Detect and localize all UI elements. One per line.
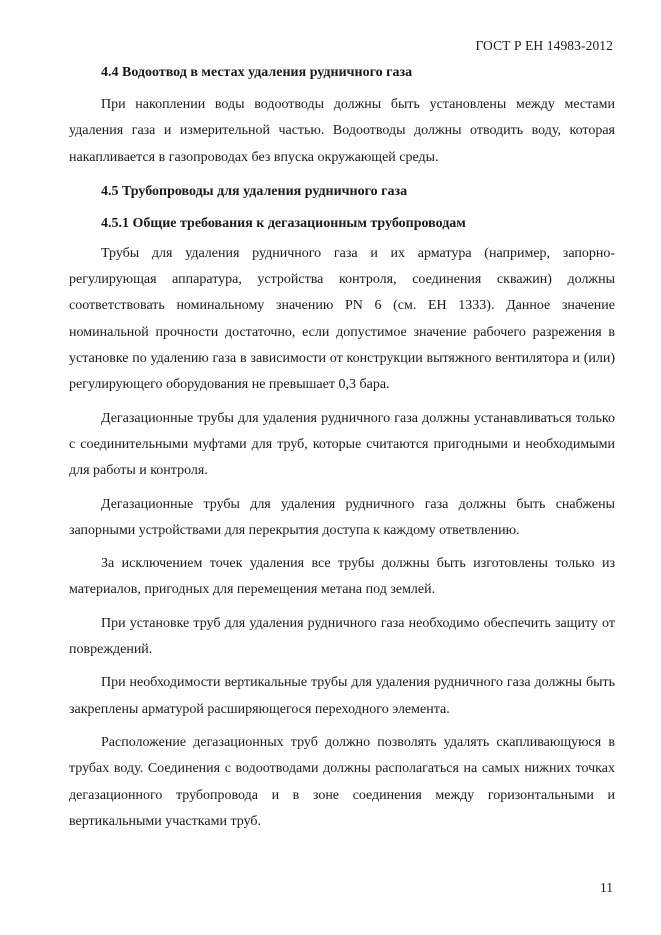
section-heading-4-4: 4.4 Водоотвод в местах удаления рудничного газа xyxy=(101,65,413,80)
page-content xyxy=(69,64,615,835)
paragraph-vertical-pipes: При необходимости вертикальные трубы для удаления рудничного газа должны быть закреплены арматурой расширяющегося переходного элемента. xyxy=(69,675,615,717)
paragraph-shutoff-devices: Дегазационные трубы для удаления рудничного газа должны быть снабжены запорными устройствами для перекрытия доступа к каждому ответвлению. xyxy=(69,496,615,538)
paragraph-pipe-couplings: Дегазационные трубы для удаления рудничного газа должны устанавливаться только с соединительными муфтами для труб, которые считаются пригодными и необходимыми для работы и контроля. xyxy=(69,410,615,479)
paragraph-pipe-rating: Трубы для удаления рудничного газа и их арматура (например, запорно-регулирующая аппаратура, устройства контроля, соединения скважин) должны соответствовать номинальному значению PN 6 (см. ЕН 1333). Данное значение номинальной прочности достаточно, если допустимое значение рабочего разрежения в установке по удалению газа в зависимости от конструкции вытяжного вентилятора и (или) регулирующего оборудования не превышает 0,3 бара. xyxy=(69,245,615,393)
page-number: 11 xyxy=(600,880,613,895)
paragraph-pipe-materials: За исключением точек удаления все трубы должны быть изготовлены только из материалов, пригодных для перемещения метана под землей. xyxy=(69,556,615,598)
section-heading-4-5-1: 4.5.1 Общие требования к дегазационным трубопроводам xyxy=(101,215,466,231)
section-heading-4-5: 4.5 Трубопроводы для удаления рудничного газа xyxy=(101,183,408,199)
document-code: ГОСТ Р ЕН 14983-2012 xyxy=(475,38,613,53)
paragraph-water-drainage: При накоплении воды водоотводы должны быть установлены между местами удаления газа и измерительной частью. Водоотводы должны отводить воду, которая накапливается в газопроводах без впуска окружающей среды. xyxy=(69,97,615,165)
paragraph-pipe-layout: Расположение дегазационных труб должно позволять удалять скапливающуюся в трубах воду. Соединения с водоотводами должны располагаться на самых нижних точках дегазационного трубопровода и в зоне соединения между горизонтальными и вертикальными участками труб. xyxy=(69,734,615,829)
paragraph-damage-protection: При установке труб для удаления рудничного газа необходимо обеспечить защиту от повреждений. xyxy=(69,615,615,658)
